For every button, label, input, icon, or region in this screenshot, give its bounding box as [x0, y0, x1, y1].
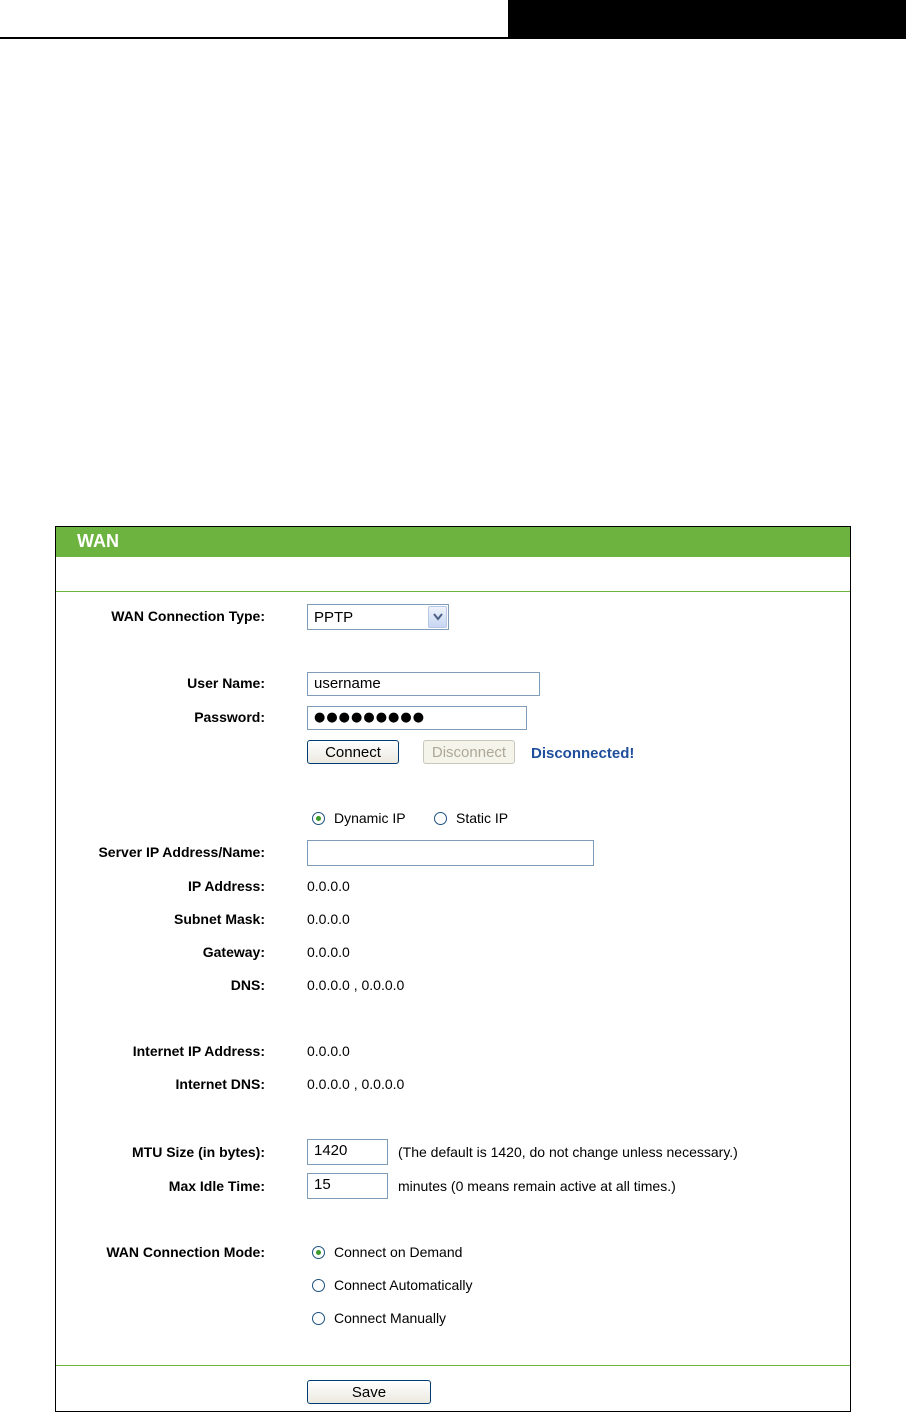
internet-dns-value: 0.0.0.0 , 0.0.0.0 — [307, 1076, 405, 1092]
document-header-block — [508, 0, 906, 39]
mtu-label: MTU Size (in bytes): — [131, 1144, 265, 1160]
bottom-divider — [56, 1365, 850, 1366]
ip-address-value: 0.0.0.0 — [307, 878, 350, 894]
internet-ip-label: Internet IP Address: — [132, 1043, 265, 1059]
connect-manually-label: Connect Manually — [334, 1310, 447, 1326]
connect-button[interactable]: Connect — [307, 740, 399, 764]
wan-connection-type-label: WAN Connection Type: — [111, 608, 265, 624]
server-ip-input[interactable] — [307, 840, 594, 866]
max-idle-hint: minutes (0 means remain active at all times.) — [398, 1178, 676, 1194]
radio-unselected-icon[interactable] — [312, 1312, 325, 1325]
dynamic-ip-label: Dynamic IP — [334, 810, 406, 826]
radio-selected-icon[interactable] — [312, 812, 325, 825]
dns-value: 0.0.0.0 , 0.0.0.0 — [307, 977, 405, 993]
server-ip-label: Server IP Address/Name: — [98, 844, 265, 860]
document-header-rule — [0, 37, 510, 39]
dynamic-ip-option[interactable] — [312, 810, 406, 826]
max-idle-input[interactable]: 15 — [307, 1173, 388, 1199]
top-divider — [56, 591, 850, 592]
password-input[interactable]: ●●●●●●●●● — [307, 706, 527, 730]
connection-status: Disconnected! — [531, 745, 635, 762]
user-name-label: User Name: — [187, 675, 265, 691]
gateway-label: Gateway: — [202, 944, 265, 960]
connect-on-demand-label: Connect on Demand — [334, 1244, 463, 1260]
static-ip-option[interactable] — [434, 810, 508, 826]
mtu-hint: (The default is 1420, do not change unless necessary.) — [398, 1144, 738, 1160]
password-label: Password: — [194, 709, 265, 725]
connect-automatically-option[interactable] — [312, 1277, 473, 1293]
static-ip-label: Static IP — [456, 810, 509, 826]
subnet-mask-label: Subnet Mask: — [173, 911, 265, 927]
gateway-value: 0.0.0.0 — [307, 944, 350, 960]
wan-connection-type-select[interactable] — [307, 604, 449, 630]
connection-mode-label: WAN Connection Mode: — [106, 1244, 265, 1260]
internet-ip-value: 0.0.0.0 — [307, 1043, 350, 1059]
dns-label: DNS: — [230, 977, 265, 993]
connect-on-demand-option[interactable] — [312, 1244, 462, 1260]
subnet-mask-value: 0.0.0.0 — [307, 911, 350, 927]
save-button[interactable]: Save — [307, 1380, 431, 1404]
max-idle-label: Max Idle Time: — [168, 1178, 265, 1194]
disconnect-button[interactable]: Disconnect — [423, 740, 515, 764]
radio-unselected-icon[interactable] — [312, 1279, 325, 1292]
connect-manually-option[interactable] — [312, 1310, 446, 1326]
panel-header — [56, 527, 850, 557]
connect-automatically-label: Connect Automatically — [334, 1277, 473, 1293]
chevron-down-icon[interactable] — [428, 606, 447, 628]
wan-panel — [55, 526, 851, 1412]
user-name-input[interactable]: username — [307, 672, 540, 696]
radio-selected-icon[interactable] — [312, 1246, 325, 1259]
mtu-input[interactable]: 1420 — [307, 1139, 388, 1165]
wan-connection-type-value: PPTP — [314, 609, 354, 626]
radio-unselected-icon[interactable] — [434, 812, 447, 825]
internet-dns-label: Internet DNS: — [175, 1076, 265, 1092]
ip-address-label: IP Address: — [187, 878, 265, 894]
panel-title: WAN — [77, 531, 119, 551]
